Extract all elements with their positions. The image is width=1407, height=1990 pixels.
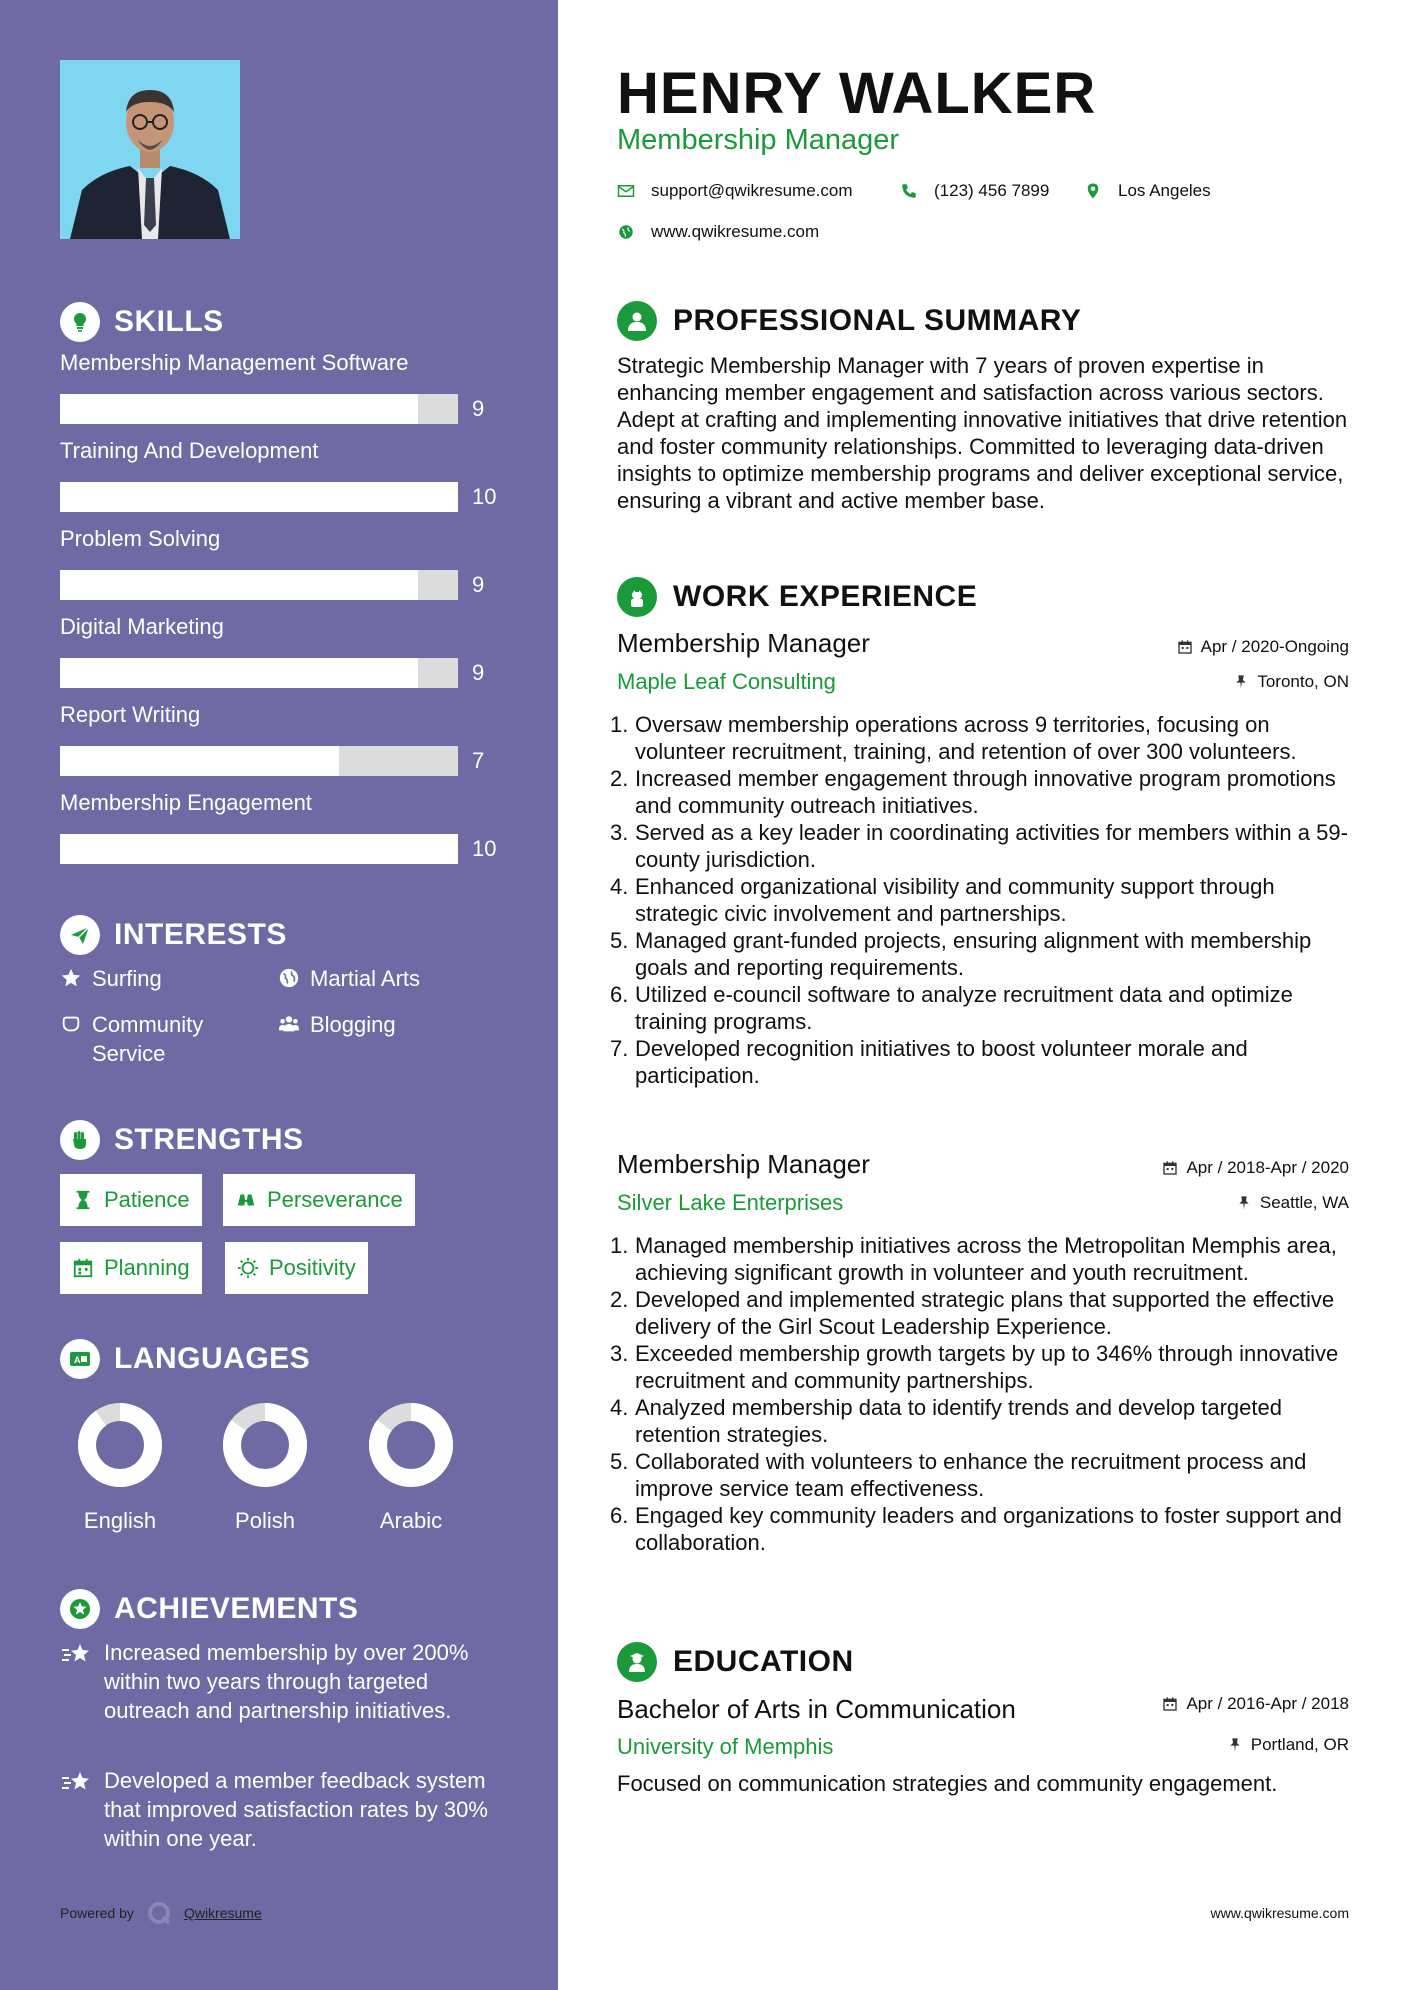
bullet-text: Managed grant-funded projects, ensuring alignment with membership goals and reporting requirements. (635, 928, 1312, 980)
calendar-icon (72, 1257, 94, 1279)
skills-heading (60, 302, 224, 342)
bullet-text: Developed recognition initiatives to boost volunteer morale and participation. (635, 1036, 1248, 1088)
profile-photo (60, 60, 240, 239)
envelope-icon (617, 182, 635, 200)
skill-item (60, 350, 500, 424)
list-item: 3. Served as a key leader in coordinating activities for members within a 59-county jurisdiction. (610, 819, 1355, 873)
shooting-star-icon (60, 1640, 92, 1670)
education-heading (617, 1642, 854, 1682)
pushpin-icon (1227, 1737, 1243, 1753)
star-icon (60, 967, 82, 989)
education-location (1227, 1735, 1349, 1755)
bullet-text: Engaged key community leaders and organizations to foster support and collaboration. (635, 1503, 1342, 1555)
skill-item (60, 614, 500, 688)
skill-bar-fill (60, 482, 458, 512)
list-item: 5. Collaborated with volunteers to enhance the recruitment process and improve service team effectiveness. (610, 1448, 1355, 1502)
interest-label: Surfing (92, 966, 162, 991)
skill-bar-fill (60, 658, 418, 688)
paper-plane-icon (60, 915, 100, 955)
education-description: Focused on communication strategies and community engagement. (617, 1771, 1278, 1796)
person-portrait-icon (60, 60, 240, 239)
achievement-text: Developed a member feedback system that improved satisfaction rates by 30% within one year. (104, 1768, 488, 1851)
award-star-icon (60, 1589, 100, 1629)
language-item (215, 1400, 315, 1534)
bullet-text: Increased member engagement through innovative program promotions and community outreach initiatives. (635, 766, 1336, 818)
skill-item (60, 438, 500, 512)
sun-icon (237, 1257, 259, 1279)
education-title: EDUCATION (673, 1645, 854, 1678)
interest-label: Community Service (92, 1012, 204, 1066)
skill-name: Membership Management Software (60, 350, 409, 375)
candidate-role: Membership Manager (617, 124, 900, 156)
strength-badge (60, 1242, 202, 1294)
pushpin-icon (1233, 674, 1249, 690)
education-location-text: Portland, OR (1250, 1735, 1349, 1754)
skill-name: Membership Engagement (60, 790, 312, 815)
skill-bar (60, 482, 458, 512)
bullet-text: Enhanced organizational visibility and community support through strategic civic involvement and partnerships. (635, 874, 1275, 926)
map-pin-icon (1084, 182, 1102, 200)
job-location-text: Toronto, ON (1257, 672, 1349, 691)
candidate-name: HENRY WALKER (617, 61, 1097, 126)
skill-item (60, 790, 500, 864)
list-item: 5. Managed grant-funded projects, ensuring alignment with membership goals and reporting requirements. (610, 927, 1355, 981)
skills-title: SKILLS (114, 305, 224, 338)
skill-bar (60, 658, 458, 688)
skill-value: 10 (472, 484, 497, 509)
bullet-text: Served as a key leader in coordinating activities for members within a 59-county jurisdiction. (635, 820, 1348, 872)
bullet-text: Managed membership initiatives across the Metropolitan Memphis area, achieving significant growth in volunteer and youth recruitment. (635, 1233, 1337, 1285)
briefcase-icon (617, 577, 657, 617)
job-company: Maple Leaf Consulting (617, 669, 836, 694)
phone-text[interactable]: (123) 456 7899 (934, 181, 1050, 200)
website-contact (617, 222, 819, 242)
skill-value: 10 (472, 836, 497, 861)
language-donut (366, 1400, 456, 1490)
strength-label: Perseverance (267, 1187, 403, 1212)
job-responsibilities (610, 711, 1355, 1089)
strength-badge (60, 1174, 202, 1226)
interest-item (60, 964, 162, 993)
education-degree: Bachelor of Arts in Communication (617, 1694, 1016, 1724)
strength-label: Patience (104, 1187, 190, 1212)
email-contact (617, 181, 853, 201)
skill-value: 9 (472, 572, 485, 597)
language-label: English (83, 1508, 157, 1533)
user-icon (617, 301, 657, 341)
list-item: 2. Increased member engagement through innovative program promotions and community outreach initiatives. (610, 765, 1355, 819)
language-donut (220, 1400, 310, 1490)
phone-contact (900, 181, 1049, 201)
job-dates (1162, 1158, 1349, 1178)
skill-value: 9 (472, 660, 485, 685)
list-item: 6. Engaged key community leaders and organizations to foster support and collaboration. (610, 1502, 1355, 1556)
calendar-icon (1162, 1696, 1178, 1712)
languages-heading (60, 1339, 310, 1379)
language-label: Arabic (379, 1508, 443, 1533)
interest-item (278, 964, 420, 993)
lightbulb-icon (60, 302, 100, 342)
list-item: 1. Managed membership initiatives across the Metropolitan Memphis area, achieving significant growth in volunteer and youth recruitment. (610, 1232, 1355, 1286)
shooting-star-icon (60, 1768, 92, 1798)
job-title: Membership Manager (617, 1149, 870, 1179)
strength-badge (223, 1174, 415, 1226)
achievements-heading (60, 1589, 358, 1629)
language-label: Polish (235, 1508, 295, 1533)
bullet-text: Analyzed membership data to identify trends and develop targeted retention strategies. (635, 1395, 1282, 1447)
strengths-heading (60, 1120, 304, 1160)
location-text: Los Angeles (1118, 181, 1211, 200)
skill-bar (60, 746, 458, 776)
interests-title: INTERESTS (114, 918, 287, 951)
calendar-icon (1162, 1160, 1178, 1176)
strength-label: Planning (104, 1255, 190, 1280)
binoculars-icon (235, 1189, 257, 1211)
skill-value: 7 (472, 748, 485, 773)
job-responsibilities (610, 1232, 1355, 1556)
achievement-text: Increased membership by over 200% within two years through targeted outreach and partnership initiatives. (104, 1640, 469, 1723)
education-dates-text: Apr / 2016-Apr / 2018 (1186, 1694, 1349, 1713)
strength-label: Positivity (269, 1255, 356, 1280)
list-item: 2. Developed and implemented strategic plans that supported the effective delivery of the Girl Scout Leadership Experience. (610, 1286, 1355, 1340)
achievement-item (60, 1638, 490, 1725)
bullet-text: Developed and implemented strategic plans that supported the effective delivery of the Girl Scout Leadership Experience. (635, 1287, 1335, 1339)
phone-icon (900, 182, 918, 200)
list-item: 4. Enhanced organizational visibility and community support through strategic civic involvement and partnerships. (610, 873, 1355, 927)
job-dates (1177, 637, 1349, 657)
svg-text:A: A (74, 1355, 81, 1365)
skill-name: Report Writing (60, 702, 201, 727)
website-text[interactable]: www.qwikresume.com (651, 222, 820, 241)
skill-bar-fill (60, 834, 458, 864)
powered-by-label: Powered by (60, 1905, 134, 1921)
pushpin-icon (1236, 1195, 1252, 1211)
powered-by (60, 1900, 262, 1926)
language-item (361, 1400, 461, 1534)
skill-name: Digital Marketing (60, 614, 224, 639)
footer-url[interactable]: www.qwikresume.com (1210, 1905, 1349, 1921)
job-location (1233, 672, 1349, 692)
summary-text: Strategic Membership Manager with 7 years of proven expertise in enhancing member engagement and satisfaction across various sectors. Adept at crafting and implementing innovative initiatives that drive retention and foster community relationships. Committed to leveraging data-driven insights to optimize membership programs and deliver exceptional service, ensuring a vibrant and active member base. (617, 353, 1348, 513)
bullet-text: Utilized e-council software to analyze recruitment data and optimize training programs. (635, 982, 1293, 1034)
interest-item (60, 1010, 260, 1068)
achievements-title: ACHIEVEMENTS (114, 1592, 359, 1625)
fist-icon (60, 1120, 100, 1160)
interest-label: Blogging (310, 1012, 396, 1037)
language-item (70, 1400, 170, 1534)
bullet-text: Collaborated with volunteers to enhance the recruitment process and improve service team effectiveness. (635, 1449, 1307, 1501)
job-location (1236, 1193, 1349, 1213)
summary-title: PROFESSIONAL SUMMARY (673, 304, 1082, 337)
list-item: 3. Exceeded membership growth targets by up to 346% through innovative recruitment and community partnerships. (610, 1340, 1355, 1394)
experience-title: WORK EXPERIENCE (673, 580, 978, 613)
email-text[interactable]: support@qwikresume.com (651, 181, 853, 200)
job-dates-text: Apr / 2018-Apr / 2020 (1186, 1158, 1349, 1177)
qwikresume-link[interactable]: Qwikresume (183, 1905, 262, 1921)
users-icon (278, 1013, 300, 1035)
language-donut-fill (87, 1412, 153, 1478)
qwikresume-logo-icon (146, 1900, 172, 1926)
job-location-text: Seattle, WA (1259, 1193, 1349, 1212)
bullet-text: Oversaw membership operations across 9 territories, focusing on volunteer recruitment, training, and retention of over 300 volunteers. (635, 712, 1297, 764)
location-contact (1084, 181, 1211, 201)
hand-icon (60, 1013, 82, 1035)
graduation-icon (617, 1642, 657, 1682)
job-company: Silver Lake Enterprises (617, 1190, 844, 1215)
interest-item (278, 1010, 396, 1039)
education-school: University of Memphis (617, 1734, 834, 1759)
list-item: 4. Analyzed membership data to identify trends and develop targeted retention strategies. (610, 1394, 1355, 1448)
sidebar (0, 0, 558, 1990)
skill-bar-fill (60, 570, 418, 600)
skill-bar-fill (60, 394, 418, 424)
experience-heading (617, 577, 977, 617)
skill-name: Training And Development (60, 438, 319, 463)
list-item: 6. Utilized e-council software to analyze recruitment data and optimize training programs. (610, 981, 1355, 1035)
job-title: Membership Manager (617, 628, 870, 658)
language-donut (75, 1400, 165, 1490)
education-dates (1162, 1694, 1349, 1714)
interest-label: Martial Arts (310, 966, 421, 991)
skill-value: 9 (472, 396, 485, 421)
hourglass-icon (72, 1189, 94, 1211)
skill-bar (60, 834, 458, 864)
skill-name: Problem Solving (60, 526, 221, 551)
job-dates-text: Apr / 2020-Ongoing (1200, 637, 1349, 656)
summary-heading (617, 301, 1081, 341)
skill-bar (60, 570, 458, 600)
list-item: 1. Oversaw membership operations across 9 territories, focusing on volunteer recruitment, training, and retention of over 300 volunteers. (610, 711, 1355, 765)
globe-icon (278, 967, 300, 989)
globe-icon (617, 223, 635, 241)
skill-item (60, 702, 500, 776)
skill-item (60, 526, 500, 600)
languages-title: LANGUAGES (114, 1342, 311, 1375)
calendar-icon (1177, 639, 1193, 655)
interests-heading (60, 915, 287, 955)
skill-bar-fill (60, 746, 339, 776)
achievement-item (60, 1766, 490, 1853)
list-item: 7. Developed recognition initiatives to boost volunteer morale and participation. (610, 1035, 1355, 1089)
skill-bar (60, 394, 458, 424)
bullet-text: Exceeded membership growth targets by up to 346% through innovative recruitment and community partnerships. (635, 1341, 1339, 1393)
strength-badge (225, 1242, 368, 1294)
strengths-title: STRENGTHS (114, 1123, 304, 1156)
language-icon (60, 1339, 100, 1379)
